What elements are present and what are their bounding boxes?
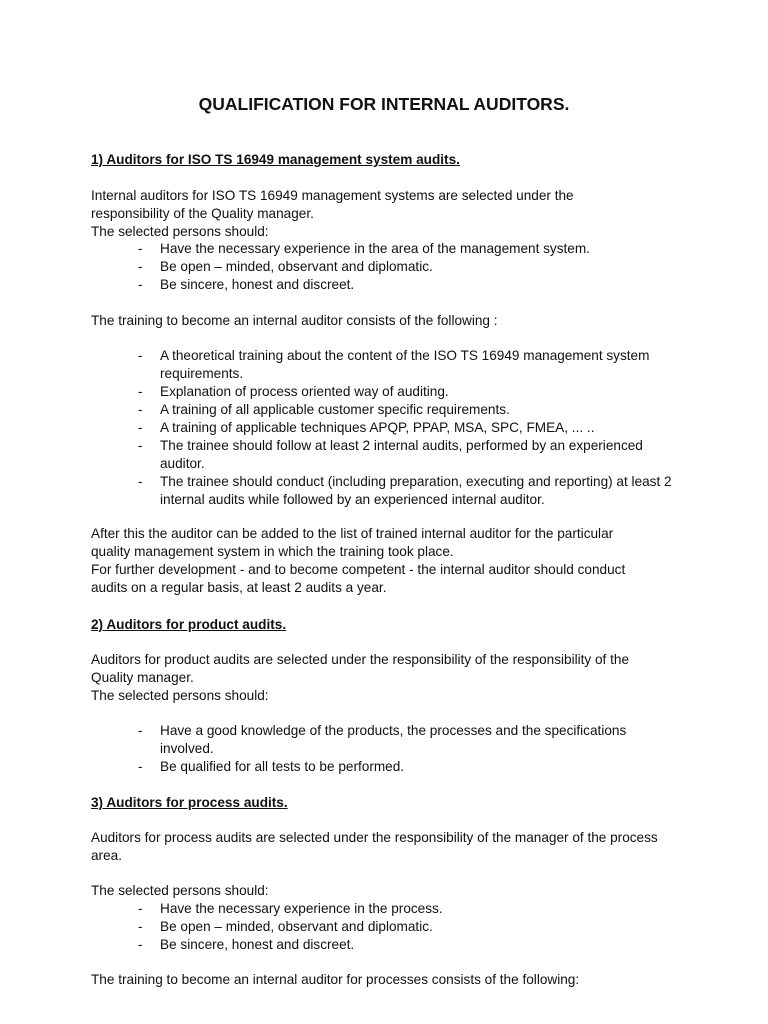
section-2-criteria-list: [91, 722, 691, 776]
list-item: - A training of all applicable customer specific requirements.: [138, 402, 510, 417]
dash-bullet: -: [138, 438, 143, 453]
section-1-training-list: [91, 347, 691, 509]
section-1-after-text-1: After this the auditor can be added to the list of trained internal auditor for the particular quality management system in which the training took place.: [91, 526, 614, 559]
section-1-after-text-2: For further development - and to become competent - the internal auditor should conduct audits on a regular basis, at least 2 audits a year.: [91, 562, 626, 595]
dash-bullet: -: [138, 759, 143, 774]
list-item: - Be sincere, honest and discreet.: [138, 277, 355, 292]
section-1-training-intro: The training to become an internal auditor consists of the following :: [91, 313, 498, 328]
section-1-criteria-list: [91, 240, 691, 294]
dash-bullet: -: [138, 723, 143, 738]
list-item: - The trainee should follow at least 2 internal audits, performed by an experienced auditor.: [138, 438, 643, 471]
section-3-heading: 3) Auditors for process audits.: [91, 795, 288, 810]
dash-bullet: -: [138, 474, 143, 489]
dash-bullet: -: [138, 384, 143, 399]
section-1-intro-text: Internal auditors for ISO TS 16949 management systems are selected under the responsibility of the Quality manager.: [91, 188, 574, 221]
dash-bullet: -: [138, 402, 143, 417]
dash-bullet: -: [138, 937, 143, 952]
page-title: QUALIFICATION FOR INTERNAL AUDITORS.: [198, 94, 570, 114]
dash-bullet: -: [138, 901, 143, 916]
dash-bullet: -: [138, 277, 143, 292]
dash-bullet: -: [138, 241, 143, 256]
section-2-should-text: The selected persons should:: [91, 688, 269, 703]
list-item: - Have the necessary experience in the area of the management system.: [138, 241, 590, 256]
section-2-heading: 2) Auditors for product audits.: [91, 617, 287, 632]
section-3-should-text: The selected persons should:: [91, 883, 269, 898]
dash-bullet: -: [138, 348, 143, 363]
list-item: - Be sincere, honest and discreet.: [138, 937, 355, 952]
section-3-intro: Auditors for process audits are selected under the responsibility of the manager of the process area.: [91, 830, 658, 863]
section-1-after: [91, 525, 651, 597]
dash-bullet: -: [138, 259, 143, 274]
dash-bullet: -: [138, 420, 143, 435]
section-1-heading: 1) Auditors for ISO TS 16949 management system audits.: [91, 152, 460, 167]
list-item: - Be open – minded, observant and diplomatic.: [138, 259, 433, 274]
section-1-intro: [91, 187, 691, 241]
list-item: - The trainee should conduct (including preparation, executing and reporting) at least 2 internal audits while followed by an experienced internal auditor.: [138, 474, 672, 507]
list-item: - A training of applicable techniques APQP, PPAP, MSA, SPC, FMEA, ... ..: [138, 420, 595, 435]
list-item: - Have the necessary experience in the process.: [138, 901, 443, 916]
section-2-intro: [91, 651, 671, 705]
section-1-should-text: The selected persons should:: [91, 224, 269, 239]
list-item: - Be qualified for all tests to be performed.: [138, 759, 405, 774]
section-3-training-intro: The training to become an internal auditor for processes consists of the following:: [91, 972, 580, 987]
dash-bullet: -: [138, 919, 143, 934]
section-2-intro-text: Auditors for product audits are selected under the responsibility of the responsibility of the Quality manager.: [91, 652, 630, 685]
list-item: - Be open – minded, observant and diplomatic.: [138, 919, 433, 934]
list-item: - Have a good knowledge of the products, the processes and the specifications involved.: [138, 723, 627, 756]
list-item: - Explanation of process oriented way of auditing.: [138, 384, 449, 399]
list-item: - A theoretical training about the content of the ISO TS 16949 management system requirements.: [138, 348, 650, 381]
section-3-criteria-list: [91, 900, 691, 954]
